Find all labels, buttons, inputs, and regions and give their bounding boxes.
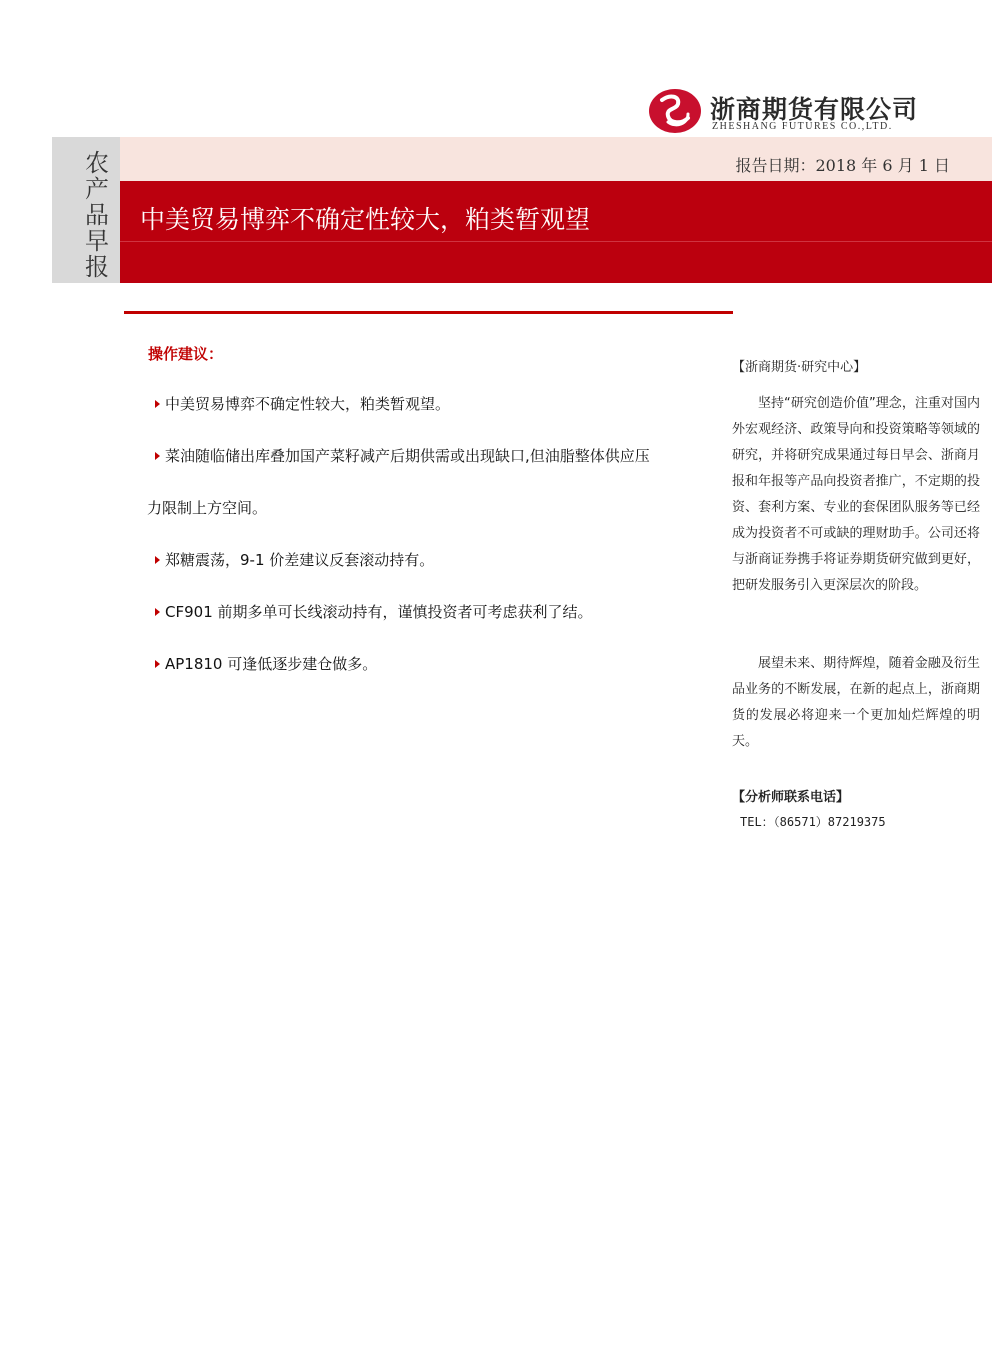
bullet-arrow-icon xyxy=(155,608,160,616)
contact-phone: TEL：（86571）87219375 xyxy=(740,815,886,829)
advice-item xyxy=(155,601,593,622)
company-name-en: ZHESHANG FUTURES CO.,LTD. xyxy=(712,121,893,132)
advice-item xyxy=(155,549,434,570)
advice-item xyxy=(155,445,650,466)
sidebar-paragraph: 展望未来、期待辉煌，随着金融及衍生品业务的不断发展，在新的起点上，浙商期货的发展必将迎来一个更加灿烂辉煌的明天。 xyxy=(732,656,980,749)
advice-text: 中美贸易博弈不确定性较大，粕类暂观望。 xyxy=(165,395,451,413)
sidebar-paragraph: 坚持“研究创造价值”理念，注重对国内外宏观经济、政策导向和投资策略等领域的研究，并将研究成果通过每日早会、浙商月报和年报等产品向投资者推广，不定期的投资、套利方案、专业的套保团队服务等已经成为投资者不可或缺的理财助手。公司还将与浙商证券携手将证券期货研究做到更好，把研发服务引入更深层次的阶段。 xyxy=(732,396,980,593)
advice-text: AP1810 可逢低逐步建仓做多。 xyxy=(165,655,378,673)
bullet-arrow-icon xyxy=(155,400,160,408)
advice-text: 郑糖震荡，9-1 价差建议反套滚动持有。 xyxy=(165,551,435,569)
advice-item xyxy=(155,393,450,414)
company-name-cn: 浙商期货有限公司 xyxy=(710,95,919,124)
bullet-arrow-icon xyxy=(155,556,160,564)
bullet-arrow-icon xyxy=(155,660,160,668)
section-divider xyxy=(124,311,733,314)
report-date: 报告日期：2018 年 6 月 1 日 xyxy=(735,156,950,175)
report-title: 中美贸易博弈不确定性较大，粕类暂观望 xyxy=(140,205,591,234)
banner-divider xyxy=(120,241,992,242)
advice-item xyxy=(155,653,377,674)
advice-text: CF901 前期多单可长线滚动持有，谨慎投资者可考虑获利了结。 xyxy=(165,603,593,621)
operation-heading: 操作建议： xyxy=(148,345,224,363)
zheshang-logo-icon xyxy=(648,88,702,134)
bullet-arrow-icon xyxy=(155,452,160,460)
sidebar-heading: 【浙商期货·研究中心】 xyxy=(732,360,867,375)
advice-continuation: 力限制上方空间。 xyxy=(147,499,268,517)
advice-text: 菜油随临储出库叠加国产菜籽减产后期供需或出现缺口,但油脂整体供应压 xyxy=(165,447,650,465)
category-tab-label: 农产品早报 xyxy=(85,149,109,281)
contact-heading: 【分析师联系电话】 xyxy=(732,790,850,805)
